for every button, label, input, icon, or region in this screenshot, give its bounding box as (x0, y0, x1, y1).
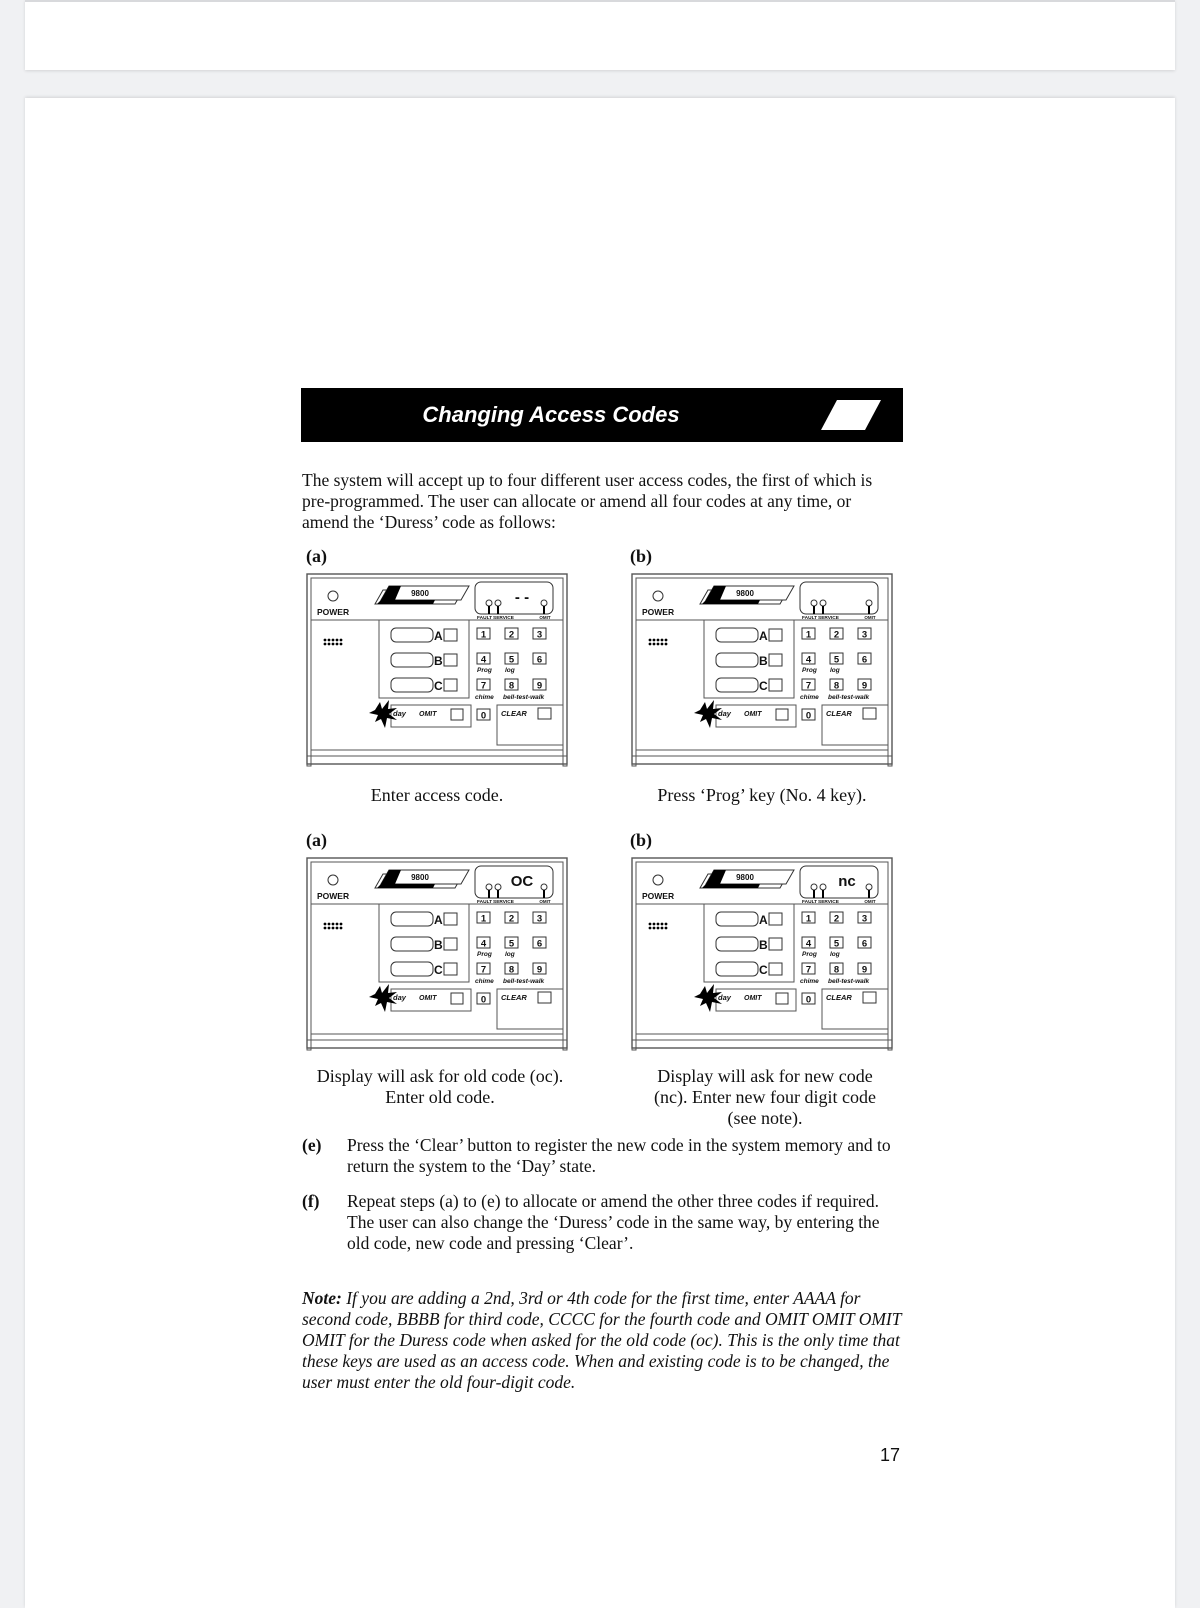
panel-3-caption-line-2: Enter old code. (385, 1087, 495, 1107)
day-label: day (718, 709, 731, 718)
clear-label: CLEAR (501, 709, 527, 718)
prog-label: Prog (802, 667, 817, 674)
model-number: 9800 (736, 589, 754, 598)
bell-test-walk-label: bell-test-walk (503, 694, 545, 701)
key-8-label: 8 (508, 680, 515, 692)
power-label: POWER (642, 607, 675, 617)
key-1-label: 1 (480, 913, 487, 925)
omit-indicator-label: OMIT (539, 899, 551, 904)
clear-label: CLEAR (826, 993, 852, 1002)
zone-b-button (391, 937, 433, 951)
key-4-label: 4 (480, 654, 487, 666)
panel-2-caption: Press ‘Prog’ key (No. 4 key). (657, 785, 867, 805)
keypad-diagram (630, 856, 894, 1052)
chime-label: chime (475, 978, 494, 985)
service-label: SERVICE (493, 900, 514, 905)
step-list (302, 1135, 902, 1268)
zone-b-label: B (434, 654, 443, 668)
section-title: Changing Access Codes (422, 402, 680, 427)
key-8-label: 8 (833, 964, 840, 976)
zone-b-label: B (759, 654, 768, 668)
keypad-panel-1 (305, 572, 569, 768)
key-9-label: 9 (861, 964, 868, 976)
omit-indicator-label: OMIT (539, 615, 551, 620)
key-0-label: 0 (480, 994, 487, 1006)
key-4-label: 4 (480, 938, 487, 950)
panel-4-caption-line-1: Display will ask for new code (657, 1066, 873, 1086)
service-label: SERVICE (818, 616, 839, 621)
fault-label: FAULT (477, 616, 493, 621)
omit-indicator-label: OMIT (864, 899, 876, 904)
omit-label: OMIT (419, 995, 437, 1002)
omit-indicator-label: OMIT (864, 615, 876, 620)
key-6-label: 6 (536, 938, 543, 950)
panel-4-step-label: (b) (630, 830, 652, 850)
zone-a-label: A (759, 913, 768, 927)
chime-label: chime (800, 694, 819, 701)
service-label: SERVICE (818, 900, 839, 905)
note-text: If you are adding a 2nd, 3rd or 4th code for the first time, enter AAAA for second code, BBBB for third code, CCCC for the fourth code and OMIT OMIT OMIT OMIT for the Duress code when asked for the old code (oc). This is the only time that these keys are used as an access code. When and existing code is to be changed, the user must enter the old four-digit code. (302, 1288, 902, 1392)
zone-a-indicator (769, 629, 782, 641)
key-5-label: 5 (508, 938, 515, 950)
key-2-label: 2 (508, 913, 515, 925)
panel-4-caption-line-3: (see note). (727, 1108, 803, 1128)
section-banner (301, 388, 903, 442)
chime-label: chime (475, 694, 494, 701)
power-label: POWER (317, 607, 350, 617)
prog-label: Prog (802, 951, 817, 958)
model-number: 9800 (411, 873, 429, 882)
log-label: log (830, 667, 840, 674)
zone-a-indicator (769, 913, 782, 925)
key-3-label: 3 (861, 629, 868, 641)
zone-a-button (391, 912, 433, 926)
zone-b-indicator (444, 654, 457, 666)
step-e-key: (e) (302, 1135, 322, 1155)
key-6-label: 6 (861, 654, 868, 666)
omit-label: OMIT (744, 711, 762, 718)
log-label: log (830, 951, 840, 958)
keypad-panel-4 (630, 856, 894, 1052)
key-9-label: 9 (536, 680, 543, 692)
keypad-diagram (305, 572, 569, 768)
zone-b-button (391, 653, 433, 667)
key-1-label: 1 (805, 629, 812, 641)
power-label: POWER (642, 891, 675, 901)
zone-b-label: B (759, 938, 768, 952)
panel-1-caption: Enter access code. (370, 785, 504, 805)
panel-3-step-label: (a) (306, 830, 327, 850)
key-2-label: 2 (833, 629, 840, 641)
zone-b-indicator (769, 654, 782, 666)
zone-a-button (716, 628, 758, 642)
zone-b-indicator (444, 938, 457, 950)
zone-c-button (716, 962, 758, 976)
zone-a-button (716, 912, 758, 926)
fault-label: FAULT (477, 900, 493, 905)
note-label: Note: (302, 1288, 342, 1308)
key-5-label: 5 (833, 654, 840, 666)
model-number: 9800 (736, 873, 754, 882)
key-7-label: 7 (480, 964, 487, 976)
key-3-label: 3 (536, 913, 543, 925)
key-4-label: 4 (805, 654, 812, 666)
zone-a-label: A (434, 913, 443, 927)
key-2-label: 2 (833, 913, 840, 925)
zone-a-indicator (444, 629, 457, 641)
panel-3-caption-line-1: Display will ask for old code (oc). (316, 1066, 564, 1086)
zone-c-label: C (759, 963, 768, 977)
bell-test-walk-label: bell-test-walk (503, 978, 545, 985)
keypad-diagram (630, 572, 894, 768)
zone-c-button (716, 678, 758, 692)
step-e (302, 1135, 902, 1177)
clear-label: CLEAR (826, 709, 852, 718)
key-9-label: 9 (536, 964, 543, 976)
key-5-label: 5 (508, 654, 515, 666)
step-f-key: (f) (302, 1191, 320, 1211)
zone-b-button (716, 653, 758, 667)
key-3-label: 3 (861, 913, 868, 925)
key-3-label: 3 (536, 629, 543, 641)
step-f-text: Repeat steps (a) to (e) to allocate or amend the other three codes if required. The user can also change the ‘Duress’ code in the same way, by entering the old code, new code and pressing ‘Clear’. (347, 1191, 880, 1253)
day-label: day (393, 993, 406, 1002)
log-label: log (505, 951, 515, 958)
key-1-label: 1 (805, 913, 812, 925)
bell-test-walk-label: bell-test-walk (828, 978, 870, 985)
zone-c-indicator (444, 963, 457, 975)
parallelogram-icon (821, 400, 881, 430)
panel-4-caption-line-2: (nc). Enter new four digit code (654, 1087, 876, 1107)
key-5-label: 5 (833, 938, 840, 950)
service-label: SERVICE (493, 616, 514, 621)
zone-b-indicator (769, 938, 782, 950)
key-9-label: 9 (861, 680, 868, 692)
model-number: 9800 (411, 589, 429, 598)
page-number: 17 (880, 1445, 901, 1465)
key-6-label: 6 (861, 938, 868, 950)
display-readout: - - (514, 589, 530, 606)
keypad-diagram (305, 856, 569, 1052)
fault-label: FAULT (802, 616, 818, 621)
key-1-label: 1 (480, 629, 487, 641)
key-7-label: 7 (805, 680, 812, 692)
key-8-label: 8 (508, 964, 515, 976)
zone-c-button (391, 962, 433, 976)
zone-a-button (391, 628, 433, 642)
day-label: day (393, 709, 406, 718)
fault-label: FAULT (802, 900, 818, 905)
zone-c-indicator (769, 679, 782, 691)
zone-b-button (716, 937, 758, 951)
panel-4-caption (625, 1066, 905, 1129)
key-8-label: 8 (833, 680, 840, 692)
omit-label: OMIT (744, 995, 762, 1002)
day-label: day (718, 993, 731, 1002)
zone-a-label: A (759, 629, 768, 643)
zone-c-button (391, 678, 433, 692)
key-7-label: 7 (805, 964, 812, 976)
keypad-panel-2 (630, 572, 894, 768)
zone-c-label: C (434, 679, 443, 693)
omit-label: OMIT (419, 711, 437, 718)
panel-1-step-label: (a) (306, 546, 327, 566)
power-label: POWER (317, 891, 350, 901)
key-4-label: 4 (805, 938, 812, 950)
panel-3-caption (295, 1066, 585, 1108)
key-0-label: 0 (480, 710, 487, 722)
key-7-label: 7 (480, 680, 487, 692)
log-label: log (505, 667, 515, 674)
zone-a-indicator (444, 913, 457, 925)
key-6-label: 6 (536, 654, 543, 666)
note-paragraph (302, 1288, 907, 1393)
zone-b-label: B (434, 938, 443, 952)
key-0-label: 0 (805, 710, 812, 722)
zone-c-label: C (434, 963, 443, 977)
keypad-panel-3 (305, 856, 569, 1052)
prog-label: Prog (477, 667, 492, 674)
panel-2-step-label: (b) (630, 546, 652, 566)
step-e-text: Press the ‘Clear’ button to register the new code in the system memory and to return the system to the ‘Day’ state. (347, 1135, 891, 1176)
previous-page-bottom (25, 0, 1175, 70)
prog-label: Prog (477, 951, 492, 958)
step-f (302, 1191, 902, 1254)
chime-label: chime (800, 978, 819, 985)
key-2-label: 2 (508, 629, 515, 641)
clear-label: CLEAR (501, 993, 527, 1002)
bell-test-walk-label: bell-test-walk (828, 694, 870, 701)
intro-paragraph: The system will accept up to four different user access codes, the first of which is pre-programmed. The user can allocate or amend all four codes at any time, or amend the ‘Duress’ code as follows: (302, 470, 873, 532)
display-readout: OC (510, 873, 534, 890)
zone-c-indicator (769, 963, 782, 975)
zone-c-label: C (759, 679, 768, 693)
zone-c-indicator (444, 679, 457, 691)
zone-a-label: A (434, 629, 443, 643)
key-0-label: 0 (805, 994, 812, 1006)
display-readout: nc (838, 873, 856, 890)
